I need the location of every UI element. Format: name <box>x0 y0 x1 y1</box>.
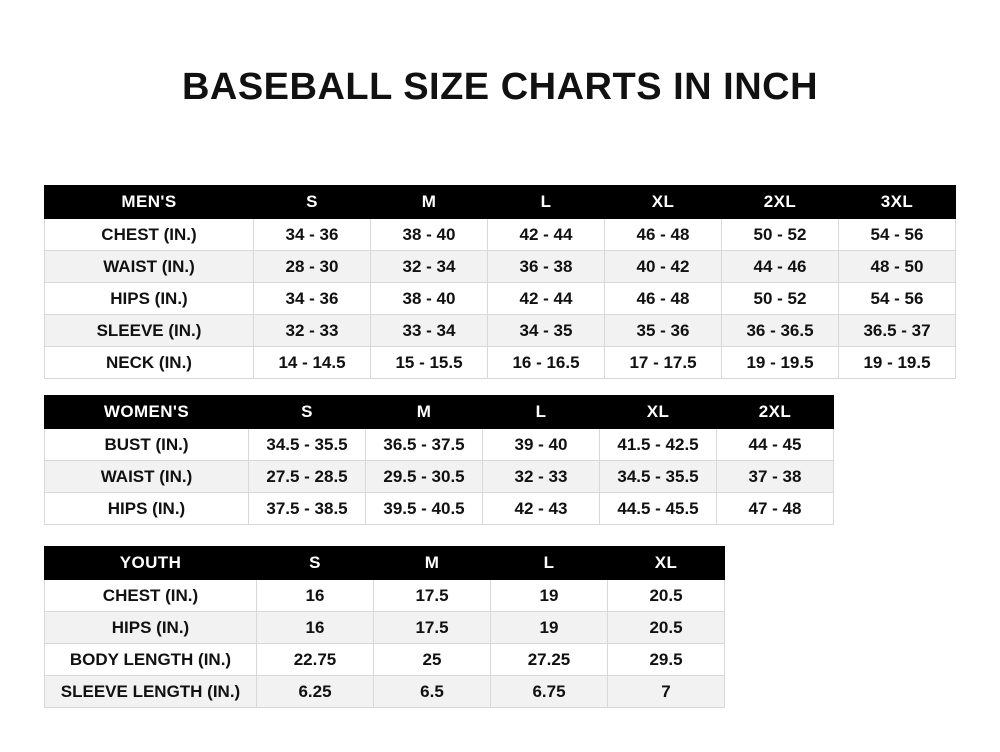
column-header-xl: XL <box>608 547 725 580</box>
column-header-2xl: 2XL <box>722 186 839 219</box>
cell: 29.5 <box>608 644 725 676</box>
cell: 34 - 36 <box>254 219 371 251</box>
cell: 7 <box>608 676 725 708</box>
cell: 16 <box>257 580 374 612</box>
cell: 38 - 40 <box>371 283 488 315</box>
table-row <box>45 251 956 283</box>
row-label: HIPS (IN.) <box>45 612 257 644</box>
cell: 44 - 45 <box>717 429 834 461</box>
cell: 41.5 - 42.5 <box>600 429 717 461</box>
cell: 50 - 52 <box>722 219 839 251</box>
cell: 32 - 34 <box>371 251 488 283</box>
cell: 38 - 40 <box>371 219 488 251</box>
table-header-row <box>45 396 834 429</box>
cell: 17.5 <box>374 580 491 612</box>
cell: 27.5 - 28.5 <box>249 461 366 493</box>
table-row <box>45 347 956 379</box>
cell: 27.25 <box>491 644 608 676</box>
column-header-l: L <box>491 547 608 580</box>
cell: 14 - 14.5 <box>254 347 371 379</box>
column-header-2xl: 2XL <box>717 396 834 429</box>
cell: 32 - 33 <box>483 461 600 493</box>
cell: 19 - 19.5 <box>722 347 839 379</box>
column-header-s: S <box>254 186 371 219</box>
row-label: SLEEVE LENGTH (IN.) <box>45 676 257 708</box>
cell: 35 - 36 <box>605 315 722 347</box>
column-header-category: WOMEN'S <box>45 396 249 429</box>
cell: 29.5 - 30.5 <box>366 461 483 493</box>
cell: 42 - 43 <box>483 493 600 525</box>
cell: 34.5 - 35.5 <box>249 429 366 461</box>
cell: 17.5 <box>374 612 491 644</box>
cell: 36 - 38 <box>488 251 605 283</box>
cell: 54 - 56 <box>839 219 956 251</box>
row-label: NECK (IN.) <box>45 347 254 379</box>
cell: 28 - 30 <box>254 251 371 283</box>
cell: 36.5 - 37 <box>839 315 956 347</box>
row-label: WAIST (IN.) <box>45 461 249 493</box>
cell: 46 - 48 <box>605 283 722 315</box>
youth-size-table <box>44 546 725 708</box>
cell: 6.5 <box>374 676 491 708</box>
row-label: BODY LENGTH (IN.) <box>45 644 257 676</box>
column-header-category: YOUTH <box>45 547 257 580</box>
table-row <box>45 315 956 347</box>
column-header-category: MEN'S <box>45 186 254 219</box>
cell: 40 - 42 <box>605 251 722 283</box>
cell: 19 - 19.5 <box>839 347 956 379</box>
cell: 50 - 52 <box>722 283 839 315</box>
column-header-l: L <box>483 396 600 429</box>
column-header-xl: XL <box>600 396 717 429</box>
column-header-m: M <box>371 186 488 219</box>
table-row <box>45 612 725 644</box>
column-header-xl: XL <box>605 186 722 219</box>
cell: 39.5 - 40.5 <box>366 493 483 525</box>
table-row <box>45 429 834 461</box>
row-label: HIPS (IN.) <box>45 493 249 525</box>
cell: 37.5 - 38.5 <box>249 493 366 525</box>
mens-size-table <box>44 185 956 379</box>
cell: 47 - 48 <box>717 493 834 525</box>
column-header-l: L <box>488 186 605 219</box>
cell: 44 - 46 <box>722 251 839 283</box>
cell: 16 - 16.5 <box>488 347 605 379</box>
cell: 34 - 36 <box>254 283 371 315</box>
cell: 54 - 56 <box>839 283 956 315</box>
column-header-m: M <box>374 547 491 580</box>
cell: 15 - 15.5 <box>371 347 488 379</box>
cell: 34.5 - 35.5 <box>600 461 717 493</box>
cell: 6.25 <box>257 676 374 708</box>
womens-size-table <box>44 395 834 525</box>
cell: 32 - 33 <box>254 315 371 347</box>
cell: 20.5 <box>608 612 725 644</box>
table-row <box>45 644 725 676</box>
page-title: BASEBALL SIZE CHARTS IN INCH <box>181 66 819 108</box>
cell: 36.5 - 37.5 <box>366 429 483 461</box>
row-label: BUST (IN.) <box>45 429 249 461</box>
row-label: CHEST (IN.) <box>45 219 254 251</box>
table-row <box>45 461 834 493</box>
table-row <box>45 580 725 612</box>
table-row <box>45 493 834 525</box>
cell: 17 - 17.5 <box>605 347 722 379</box>
cell: 39 - 40 <box>483 429 600 461</box>
cell: 19 <box>491 612 608 644</box>
cell: 48 - 50 <box>839 251 956 283</box>
table-header-row <box>45 186 956 219</box>
cell: 16 <box>257 612 374 644</box>
cell: 42 - 44 <box>488 283 605 315</box>
column-header-s: S <box>257 547 374 580</box>
row-label: SLEEVE (IN.) <box>45 315 254 347</box>
cell: 33 - 34 <box>371 315 488 347</box>
cell: 6.75 <box>491 676 608 708</box>
column-header-3xl: 3XL <box>839 186 956 219</box>
row-label: HIPS (IN.) <box>45 283 254 315</box>
cell: 46 - 48 <box>605 219 722 251</box>
table-row <box>45 676 725 708</box>
cell: 42 - 44 <box>488 219 605 251</box>
cell: 44.5 - 45.5 <box>600 493 717 525</box>
table-row <box>45 219 956 251</box>
cell: 36 - 36.5 <box>722 315 839 347</box>
column-header-s: S <box>249 396 366 429</box>
table-row <box>45 283 956 315</box>
row-label: WAIST (IN.) <box>45 251 254 283</box>
row-label: CHEST (IN.) <box>45 580 257 612</box>
table-header-row <box>45 547 725 580</box>
cell: 20.5 <box>608 580 725 612</box>
cell: 25 <box>374 644 491 676</box>
cell: 22.75 <box>257 644 374 676</box>
column-header-m: M <box>366 396 483 429</box>
cell: 19 <box>491 580 608 612</box>
cell: 34 - 35 <box>488 315 605 347</box>
cell: 37 - 38 <box>717 461 834 493</box>
